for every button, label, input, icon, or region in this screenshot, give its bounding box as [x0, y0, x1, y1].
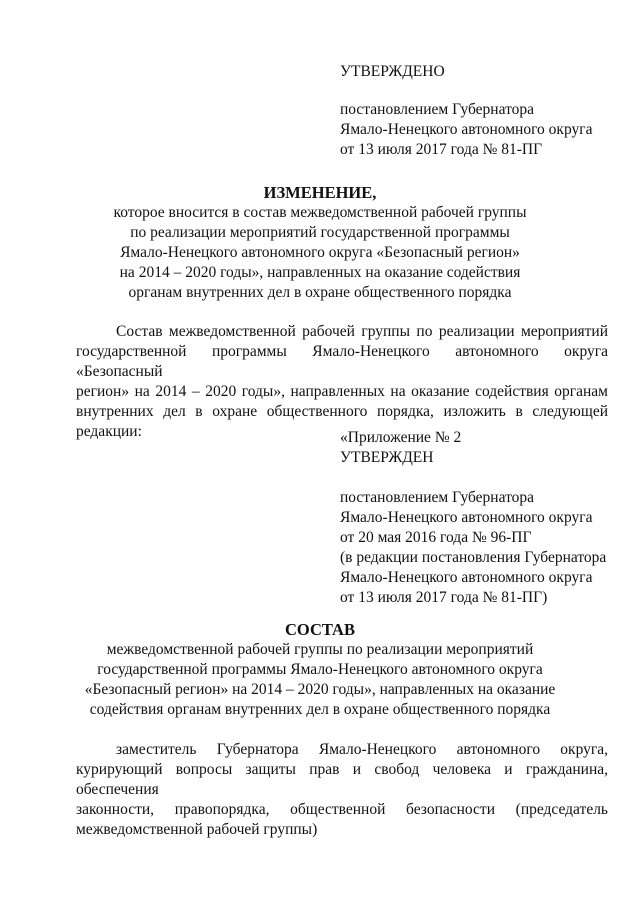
appendix-spacer [340, 468, 606, 488]
member-paragraph [76, 740, 608, 840]
paragraph-line: регион» на 2014 – 2020 годы», направленных на оказание содействия органам [76, 383, 608, 400]
composition-heading [0, 620, 640, 720]
appendix-block [340, 428, 606, 608]
appendix-approved: УТВЕРЖДЕН [340, 449, 434, 466]
composition-subtitle-line: межведомственной рабочей группы по реализации мероприятий [106, 641, 534, 658]
member-line: законности, правопорядка, общественной безопасности (председатель [76, 801, 608, 818]
appendix-line: (в редакции постановления Губернатора [340, 549, 607, 566]
approval-block [340, 62, 592, 160]
member-line: курирующий вопросы защиты прав и свобод человека и гражданина, обеспечения [76, 761, 608, 798]
appendix-line: Ямало-Ненецкого автономного округа [340, 509, 593, 526]
composition-title: СОСТАВ [285, 620, 355, 639]
change-heading [0, 183, 640, 303]
member-line: межведомственной рабочей группы) [76, 821, 318, 838]
main-paragraph [76, 322, 608, 442]
change-subtitle-line: на 2014 – 2020 годы», направленных на оказание содействия [119, 264, 521, 281]
composition-subtitle-line: государственной программы Ямало-Ненецкого автономного округа [97, 661, 543, 678]
appendix-label: «Приложение № 2 [340, 429, 462, 446]
paragraph-line: государственной программы Ямало-Ненецкого автономного округа «Безопасный [76, 343, 608, 380]
change-subtitle-line: которое вносится в состав межведомственной рабочей группы [113, 204, 527, 221]
change-title: ИЗМЕНЕНИЕ, [263, 183, 377, 202]
member-line: заместитель Губернатора Ямало-Ненецкого автономного округа, [116, 741, 608, 758]
change-subtitle-line: Ямало-Ненецкого автономного округа «Безопасный регион» [120, 244, 520, 261]
composition-subtitle-line: содействия органам внутренних дел в охране общественного порядка [89, 701, 551, 718]
appendix-line: постановлением Губернатора [340, 489, 535, 506]
paragraph-line: редакции: [76, 423, 142, 440]
change-subtitle-line: органам внутренних дел в охране общественного порядка [128, 284, 512, 301]
approval-line: Ямало-Ненецкого автономного округа [340, 121, 593, 138]
appendix-line: Ямало-Ненецкого автономного округа [340, 569, 593, 586]
composition-subtitle-line: «Безопасный регион» на 2014 – 2020 годы», направленных на оказание [84, 681, 556, 698]
approval-line: постановлением Губернатора [340, 101, 535, 118]
appendix-line: от 13 июля 2017 года № 81-ПГ) [340, 589, 548, 606]
approval-title: УТВЕРЖДЕНО [340, 63, 445, 80]
approval-line: от 13 июля 2017 года № 81-ПГ [340, 141, 543, 158]
paragraph-line: внутренних дел в охране общественного порядка, изложить в следующей [76, 403, 608, 420]
change-subtitle-line: по реализации мероприятий государственной программы [130, 224, 510, 241]
paragraph-line: Состав межведомственной рабочей группы по реализации мероприятий [116, 323, 608, 340]
appendix-line: от 20 мая 2016 года № 96-ПГ [340, 529, 532, 546]
